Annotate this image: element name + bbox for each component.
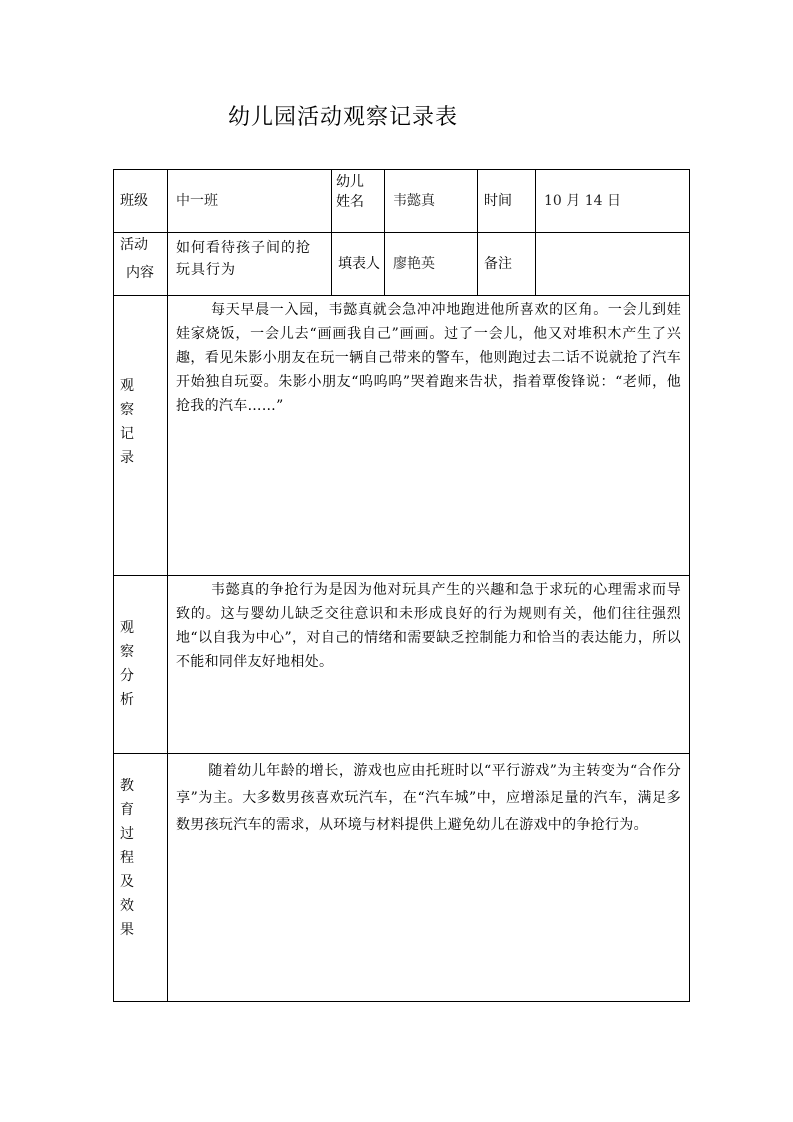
observation-record-text: 每天早晨一入园，韦懿真就会急冲冲地跑进他所喜欢的区角。一会儿到娃娃家烧饭，一会儿去“画画我自己”画画。过了一会儿，他又对堆积木产生了兴趣，看见朱影小朋友在玩一辆自己带来的警车，他则跑过去二话不说就抢了汽车开始独自玩耍。朱影小朋友“呜呜呜”哭着跑来告状，指着覃俊锋说：“老师，他抢我的汽车……”: [168, 296, 690, 576]
observation-analysis-label-char: 析: [120, 692, 134, 708]
header-row: [114, 170, 690, 233]
remarks-label: 备注: [478, 233, 536, 296]
education-process-label-char: 育: [120, 802, 134, 818]
child-name-label: [332, 170, 385, 233]
filler-value: 廖艳英: [385, 233, 478, 296]
activity-row: [114, 233, 690, 296]
activity-label-line2: 内容: [126, 265, 154, 281]
observation-analysis-row: [114, 576, 690, 754]
child-name-label-line2: 姓名: [336, 194, 364, 210]
observation-analysis-label: [114, 576, 168, 754]
observation-record-row: [114, 296, 690, 576]
remarks-value: [536, 233, 690, 296]
time-value: 10 月 14 日: [536, 170, 690, 233]
child-name-label-line1: 幼儿: [336, 174, 364, 190]
class-label: 班级: [114, 170, 168, 233]
observation-record-table: [113, 169, 690, 1002]
observation-record-label: [114, 296, 168, 576]
education-process-text: 随着幼儿年龄的增长，游戏也应由托班时以“平行游戏”为主转变为“合作分享”为主。大多数男孩喜欢玩汽车，在“汽车城”中，应增添足量的汽车，满足多数男孩玩汽车的需求，从环境与材料提供上避免幼儿在游戏中的争抢行为。: [168, 754, 690, 1002]
education-process-label-char: 及: [120, 874, 134, 890]
education-process-label-char: 过: [120, 826, 134, 842]
education-process-label: [114, 754, 168, 1002]
education-process-label-char: 程: [120, 850, 134, 866]
education-process-label-char: 果: [120, 922, 134, 938]
observation-analysis-label-char: 观: [120, 620, 134, 636]
time-label: 时间: [478, 170, 536, 233]
observation-record-label-char: 察: [120, 402, 134, 418]
observation-analysis-label-char: 分: [120, 668, 134, 684]
activity-label: [114, 233, 168, 296]
activity-label-line1: 活动: [120, 237, 148, 253]
class-value: 中一班: [168, 170, 332, 233]
observation-record-label-char: 记: [120, 426, 134, 442]
education-process-label-char: 效: [120, 898, 134, 914]
filler-label: 填表人: [332, 233, 385, 296]
observation-record-label-char: 录: [120, 450, 134, 466]
child-name-value: 韦懿真: [385, 170, 478, 233]
observation-record-label-char: 观: [120, 378, 134, 394]
activity-content: 如何看待孩子间的抢玩具行为: [168, 233, 332, 296]
education-process-label-char: 教: [120, 778, 134, 794]
education-process-row: [114, 754, 690, 1002]
observation-analysis-text: 韦懿真的争抢行为是因为他对玩具产生的兴趣和急于求玩的心理需求而导致的。这与婴幼儿缺乏交往意识和未形成良好的行为规则有关，他们往往强烈地“以自我为中心”，对自己的情绪和需要缺乏控制能力和恰当的表达能力，所以不能和同伴友好地相处。: [168, 576, 690, 754]
observation-analysis-label-char: 察: [120, 644, 134, 660]
page-title: 幼儿园活动观察记录表: [228, 105, 459, 130]
